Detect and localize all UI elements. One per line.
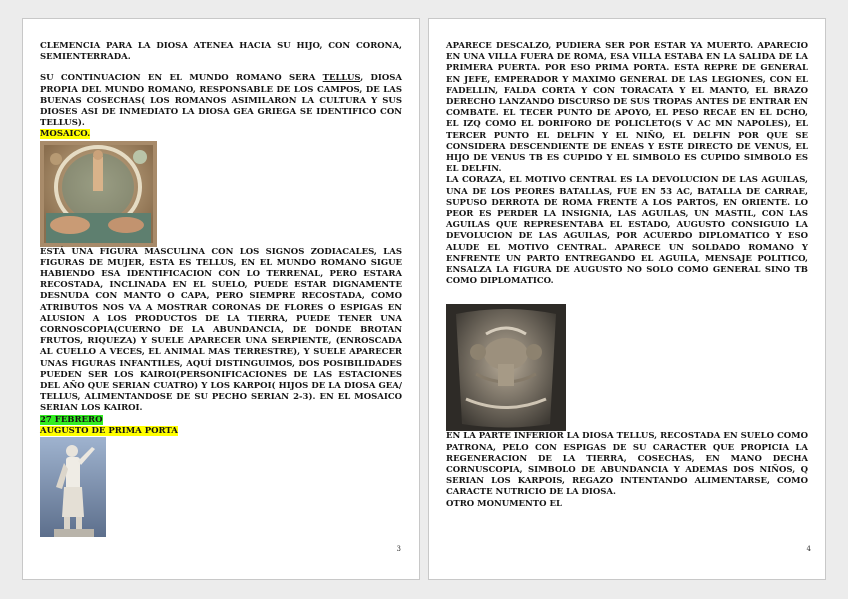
page-number: 3 <box>396 545 401 553</box>
augustus-statue-image <box>40 437 106 537</box>
paragraph-tellus-description: ESTÁ UNA FIGURA MASCULINA CON LOS SIGNOS ZODIACALES, LAS FIGURAS DE MUJER, ESTA ES TELLUS, EN EL MUNDO ROMANO SIGUE HABIENDO ESA IDENTIFICACION CON LO TERRENAL, PERO ESTARA RECOSTADA, INCLINADA EN EL SUELO, PUEDE ESTAR DIGNAMENTE DESNUDA CON MANTO O CAPA, PERO SIEMPRE RECOSTADA, COMO ATRIBUTOS NOS VA A MOSTRAR CORONAS DE FLORES O ESPIGAS EN ALUSION A LOS PRODUCTOS DE LA TIERRA, PUEDE TENER UNA CORNOSCOPIA(CUERNO DE LA ABUNDANCIA, DE DONDE BROTAN FRUTOS, RIQUEZA) Y SUELE APARECER UNA SERPIENTE, (ENROSCADA AL CUELLO A VECES, EL ANIMAL MAS TERRESTRE), Y SUELE APARECER UNAS FIGURAS INFANTILES, AQUÍ DISTINGUIMOS, DOS POSIBILIDADES PUEDEN SER LOS KAIROI(PERSONIFICACIONES DE LAS ESTACIONES DEL AÑO QUE SERIAN CUATRO) Y LOS KARPOI( HIJOS DE LA DIOSA GEA/ TELLUS, ALIMENTANDOSE DE SU PECHO SERIAN 2-3). EN EL MOSAICO SERIAN LOS KAIROI. <box>40 246 402 414</box>
text-span: SU CONTINUACION EN EL MUNDO ROMANO SERA <box>40 73 323 84</box>
paragraph-coraza: LA CORAZA, EL MOTIVO CENTRAL ES LA DEVOLUCION DE LAS AGUILAS, UNA DE LOS PEORES BATALLAS, FUE EN 53 AC, BATALLA DE CARRAE, SUPUSO DERROTA DE ROMA FRENTE A LOS PARTOS, EN ORIENTE. LO PEOR ES PERDER LA INSIGNIA, LAS AGUILAS, UN MASTIL, CON LAS AGUILAS QUE REPRESENTABA EL ESTADO, AUGUSTO CONSIGUIO LA DEVOLUCION DE LAS AGUILAS, POR ACUERDO DIPLOMATICO Y ESO ALUDE EL MOTIVO CENTRAL. APARECE UN SOLDADO ROMANO Y ENFRENTE UN PARTO ENTREGANDO EL AGUILA, MENSAJE POLITICO, ENSALZA LA FIGURA DE AUGUSTO NO SOLO COMO GENERAL SINO TB COMO DIPLOMATICO. <box>446 175 808 287</box>
text-span: , DIOSA PROPIA DEL MUNDO ROMANO, RESPONSABLE DE LOS CAMPOS, DE LAS BUENAS COSECHAS( LOS ROMANOS ASIMILARON LA CULTURA Y SUS DIOSES ASI DE INMEDIATO LA DIOSA GEA GRIEGA SE IDENTIFICO CON TELLUS). <box>40 73 402 129</box>
paragraph-otro-monumento: OTRO MONUMENTO EL <box>446 498 562 509</box>
page-4-body <box>446 41 808 510</box>
paragraph-tellus-inferior: EN LA PARTE INFERIOR LA DIOSA TELLUS, RECOSTADA EN SUELO COMO PATRONA, PELO CON ESPIGAS DE SU CARACTER QUE PROPICIA LA REGENERACION DE LA TIERRA, COSECHAS, EN MANO DECHA CORNUSCOPIA, SIMBOLO DE ABUNDANCIA Y ADEMAS DOS NIÑOS, Q SERIAN LOS KARPOIS, REGAZO INTENTANDO ALIMENTARSE, COMO CARACTE NUTRICIO DE LA DIOSA. <box>446 431 808 498</box>
tellus-underlined: TELLUS <box>322 73 361 84</box>
page-3-body <box>40 41 402 537</box>
paragraph-clemencia: CLEMENCIA PARA LA DIOSA ATENEA HACIA SU HIJO, CON CORONA, SEMIENTERRADA. <box>40 41 402 63</box>
mosaic-image <box>40 141 157 247</box>
document-page-4 <box>428 18 826 580</box>
page-number: 4 <box>806 545 811 553</box>
date-heading: 27 FEBRERO <box>40 414 103 425</box>
cuirass-detail-image <box>446 304 566 431</box>
augusto-heading: AUGUSTO DE PRIMA PORTA <box>40 425 178 436</box>
document-page-3 <box>22 18 420 580</box>
paragraph-tellus-intro <box>40 73 402 129</box>
paragraph-prima-porta: APARECE DESCALZO, PUDIERA SER POR ESTAR YA MUERTO. APARECIO EN UNA VILLA FUERA DE ROMA, ESA VILLA ESTABA EN LA SALIDA DE LA PRIMERA PUERTA. POR ESO PRIMA PORTA. ESTA REPRE DE GENERAL EN JEFE, EMPERADOR Y MAXIMO GENERAL DE LAS LEGIONES, CON EL FADELLIN, FALDA CORTA Y CON TORACATA Y EL MANTO, EL BRAZO DERECHO LANZANDO DISCURSO DE SUS TROPAS ANTES DE ENTRAR EN COMBATE. EL TECER PUNTO DE APOYO, EL PESO RECAE EN EL DCHO, EL IZQ COMO EL DORIFORO DE POLICLETO(S V AC MN NAPOLES), EL TERCER PUNTO EL DELFIN Y EL NIÑO, EL DELFIN POR QUE SE CONSIDERA DESCENDIENTE DE ENEAS Y ESTE DIRECTO DE VENUS, EL HIJO DE VENUS TB ES CUPIDO Y EL SIMBOLO ES CUPIDO SIMBOLO ES EL DELFIN. <box>446 41 808 175</box>
mosaico-heading: MOSAICO. <box>40 129 91 140</box>
